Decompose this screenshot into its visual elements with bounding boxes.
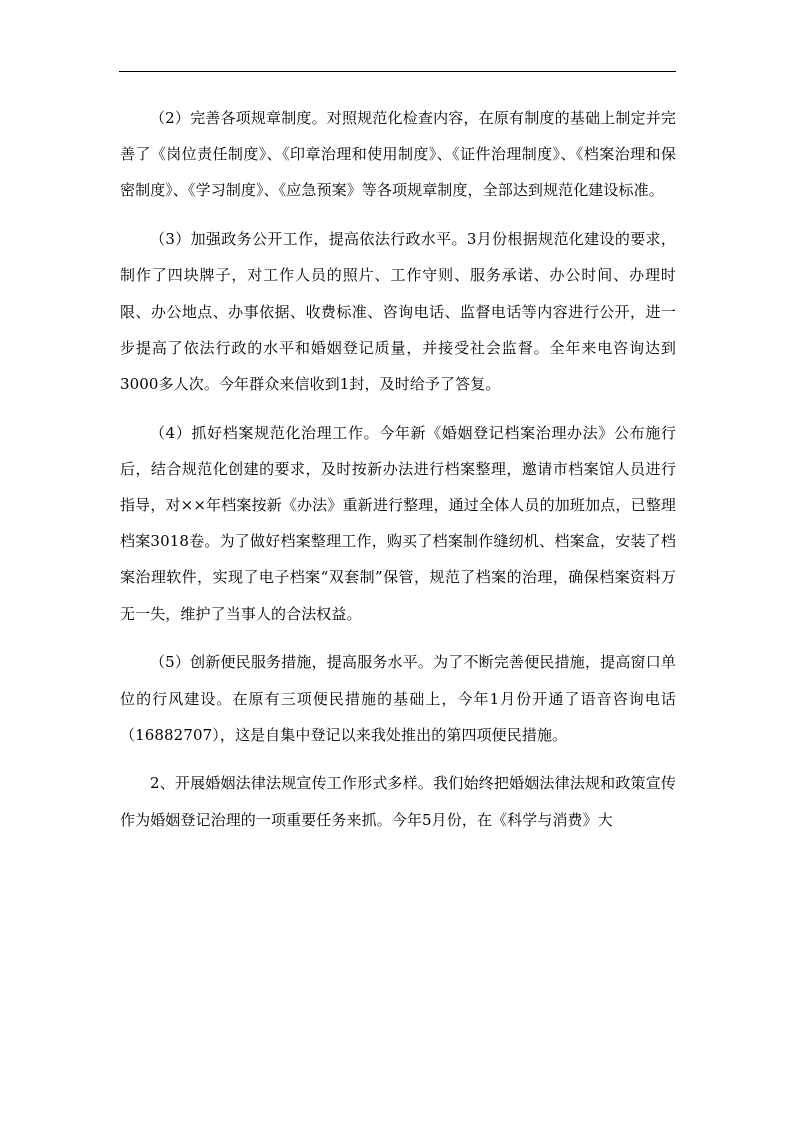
paragraph-regulations: （2）完善各项规章制度。对照规范化检查内容，在原有制度的基础上制定并完善了《岗位责任制度》、《印章治理和使用制度》、《证件治理制度》、《档案治理和保密制度》、《学习制度》、《应急预案》等各项规章制度，全部达到规范化建设标准。 xyxy=(120,109,676,200)
paragraph-government-affairs: （3）加强政务公开工作，提高依法行政水平。3月份根据规范化建设的要求，制作了四块牌子，对工作人员的照片、工作守则、服务承诺、办公时间、办理时限、办公地点、办事依据、收费标准、咨询电话、监督电话等内容进行公开，进一步提高了依法行政的水平和婚姻登记质量，并接受社会监督。全年来电咨询达到3000多人次。今年群众来信收到1封，及时给予了答复。 xyxy=(120,230,676,393)
paragraph-publicity: 2、开展婚姻法律法规宣传工作形式多样。我们始终把婚姻法律法规和政策宣传作为婚姻登记治理的一项重要任务来抓。今年5月份，在《科学与消费》大 xyxy=(120,774,676,829)
header-rule xyxy=(119,71,676,72)
paragraph-convenience-services: （5）创新便民服务措施，提高服务水平。为了不断完善便民措施，提高窗口单位的行风建设。在原有三项便民措施的基础上，今年1月份开通了语音咨询电话（16882707），这是自集中登记以来我处推出的第四项便民措施。 xyxy=(120,653,676,744)
document-body xyxy=(120,100,676,838)
paragraph-archives: （4）抓好档案规范化治理工作。今年新《婚姻登记档案治理办法》公布施行后，结合规范化创建的要求，及时按新办法进行档案整理，邀请市档案馆人员进行指导，对××年档案按新《办法》重新进行整理，通过全体人员的加班加点，已整理档案3018卷。为了做好档案整理工作，购买了档案制作缝纫机、档案盒，安装了档案治理软件，实现了电子档案“双套制”保管，规范了档案的治理，确保档案资料万无一失，维护了当事人的合法权益。 xyxy=(120,423,676,623)
